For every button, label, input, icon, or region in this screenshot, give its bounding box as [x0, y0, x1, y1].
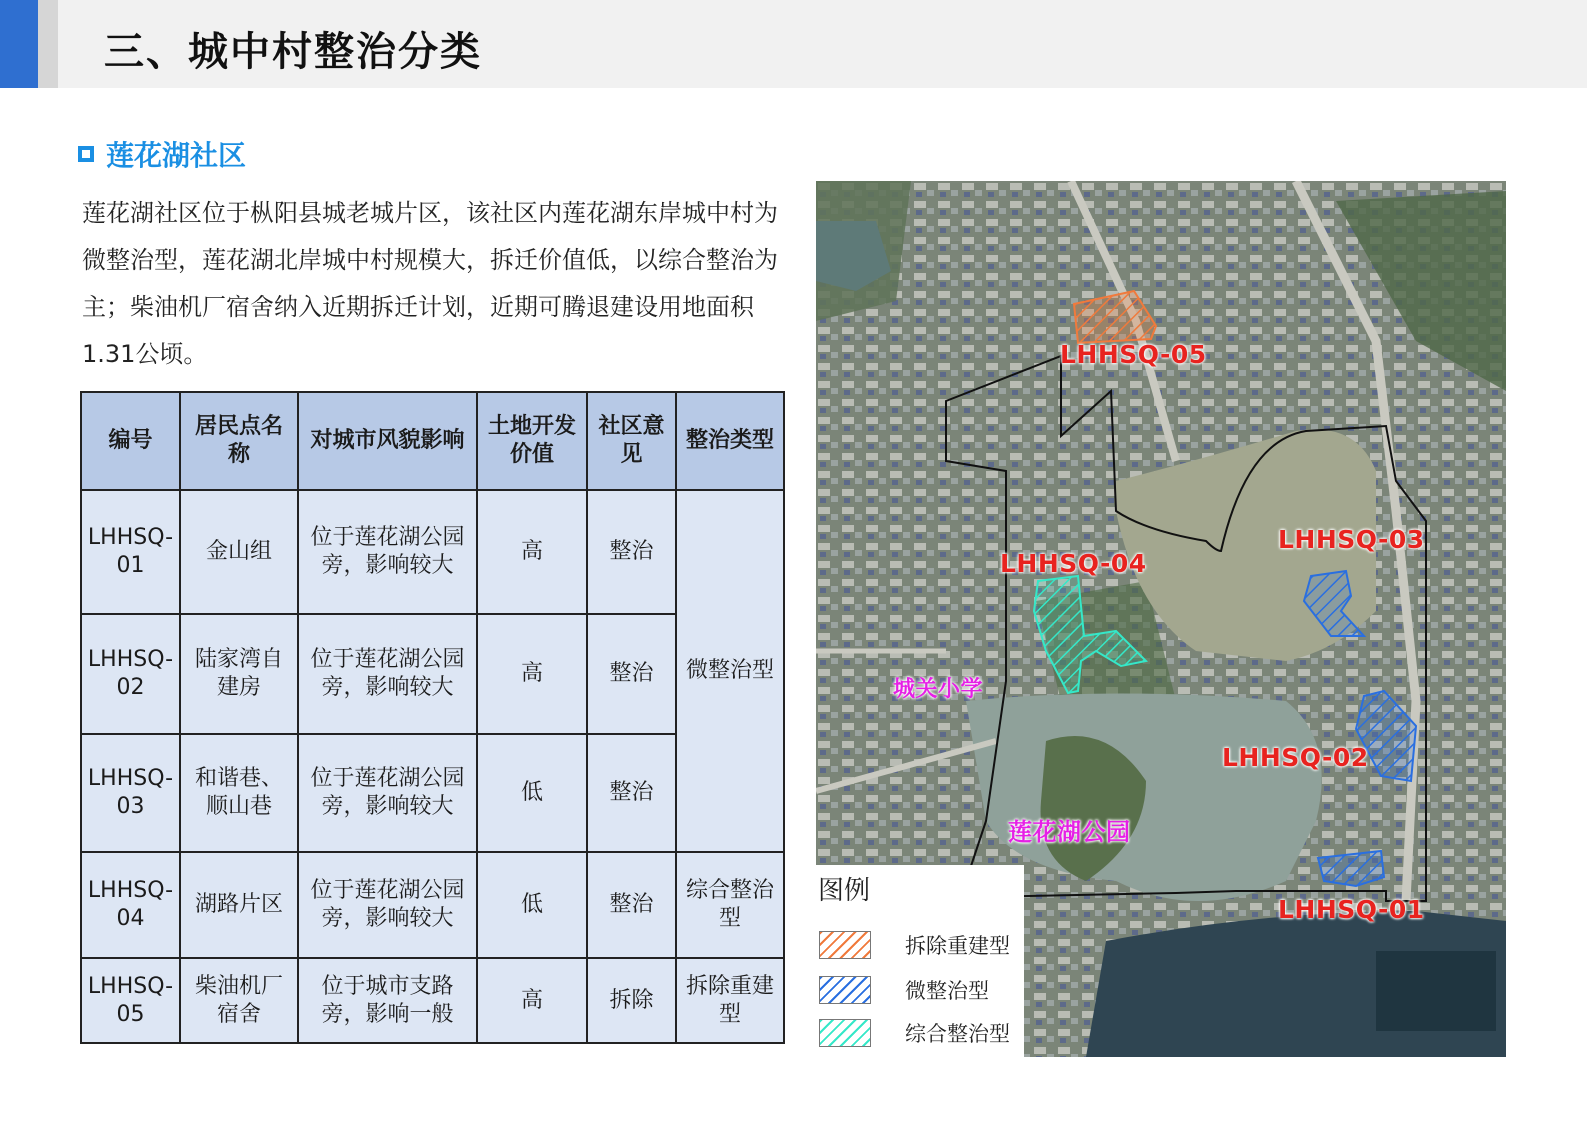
header-value: 土地开发价值 — [477, 392, 587, 490]
cell-type-merged: 微整治型 — [676, 490, 784, 852]
cell-opinion: 整治 — [587, 852, 676, 958]
legend-label: 综合整治型 — [905, 1022, 1010, 1046]
cell-opinion: 整治 — [587, 734, 676, 852]
map-label-school: 城关小学 — [893, 677, 984, 702]
cell-value: 低 — [477, 734, 587, 852]
legend-swatch-cyan — [819, 1019, 871, 1047]
zone-lhhsq-01 — [1318, 851, 1384, 886]
cell-opinion: 拆除 — [587, 958, 676, 1043]
cell-value: 高 — [477, 490, 587, 614]
table-row — [81, 958, 784, 1043]
cell-id: LHHSQ-05 — [81, 958, 180, 1043]
map-label-lhhsq-05: LHHSQ-05 — [1060, 340, 1207, 369]
cell-name: 柴油机厂宿舍 — [180, 958, 298, 1043]
header-accent-bar — [0, 0, 38, 88]
legend-swatch-blue — [819, 976, 871, 1004]
legend-label: 微整治型 — [905, 979, 989, 1003]
legend-item — [819, 930, 1010, 960]
cell-value: 低 — [477, 852, 587, 958]
cell-impact: 位于莲花湖公园旁，影响较大 — [298, 734, 477, 852]
cell-id: LHHSQ-02 — [81, 614, 180, 734]
map-label-park: 莲花湖公园 — [1008, 818, 1131, 846]
header-name: 居民点名称 — [180, 392, 298, 490]
cell-name: 和谐巷、顺山巷 — [180, 734, 298, 852]
cell-id: LHHSQ-01 — [81, 490, 180, 614]
cell-impact: 位于莲花湖公园旁，影响较大 — [298, 490, 477, 614]
cell-type: 拆除重建型 — [676, 958, 784, 1043]
cell-value: 高 — [477, 614, 587, 734]
cell-type: 综合整治型 — [676, 852, 784, 958]
table-header-row — [81, 392, 784, 490]
header-impact: 对城市风貌影响 — [298, 392, 477, 490]
cell-value: 高 — [477, 958, 587, 1043]
map-label-lhhsq-03: LHHSQ-03 — [1278, 525, 1425, 554]
cell-impact: 位于城市支路旁，影响一般 — [298, 958, 477, 1043]
cell-name: 金山组 — [180, 490, 298, 614]
cell-impact: 位于莲花湖公园旁，影响较大 — [298, 614, 477, 734]
header-type: 整治类型 — [676, 392, 784, 490]
header-opinion: 社区意见 — [587, 392, 676, 490]
classification-table — [80, 391, 785, 1044]
map-label-lhhsq-01: LHHSQ-01 — [1278, 895, 1425, 924]
table-row — [81, 852, 784, 958]
table-row — [81, 490, 784, 614]
map-label-lhhsq-02: LHHSQ-02 — [1222, 743, 1369, 772]
cell-name: 湖路片区 — [180, 852, 298, 958]
cell-opinion: 整治 — [587, 490, 676, 614]
legend-item — [819, 975, 989, 1005]
legend-label: 拆除重建型 — [905, 934, 1010, 958]
cell-opinion: 整治 — [587, 614, 676, 734]
header-accent-bar-secondary — [38, 0, 58, 88]
map-label-lhhsq-04: LHHSQ-04 — [1000, 549, 1147, 578]
square-bullet-icon — [78, 146, 94, 162]
legend-swatch-orange — [819, 931, 871, 959]
description-paragraph: 莲花湖社区位于枞阳县城老城片区，该社区内莲花湖东岸城中村为微整治型，莲花湖北岸城中村规模大，拆迁价值低，以综合整治为主；柴油机厂宿舍纳入近期拆迁计划，近期可腾退建设用地面积1.31公顷。 — [82, 199, 778, 368]
section-title: 莲花湖社区 — [106, 139, 247, 172]
cell-name: 陆家湾自建房 — [180, 614, 298, 734]
section-heading — [78, 134, 246, 174]
cell-id: LHHSQ-04 — [81, 852, 180, 958]
page-title: 三、城中村整治分类 — [104, 29, 482, 75]
legend-item — [819, 1018, 1010, 1048]
cell-id: LHHSQ-03 — [81, 734, 180, 852]
cell-impact: 位于莲花湖公园旁，影响较大 — [298, 852, 477, 958]
legend-title: 图例 — [818, 876, 871, 906]
header-id: 编号 — [81, 392, 180, 490]
